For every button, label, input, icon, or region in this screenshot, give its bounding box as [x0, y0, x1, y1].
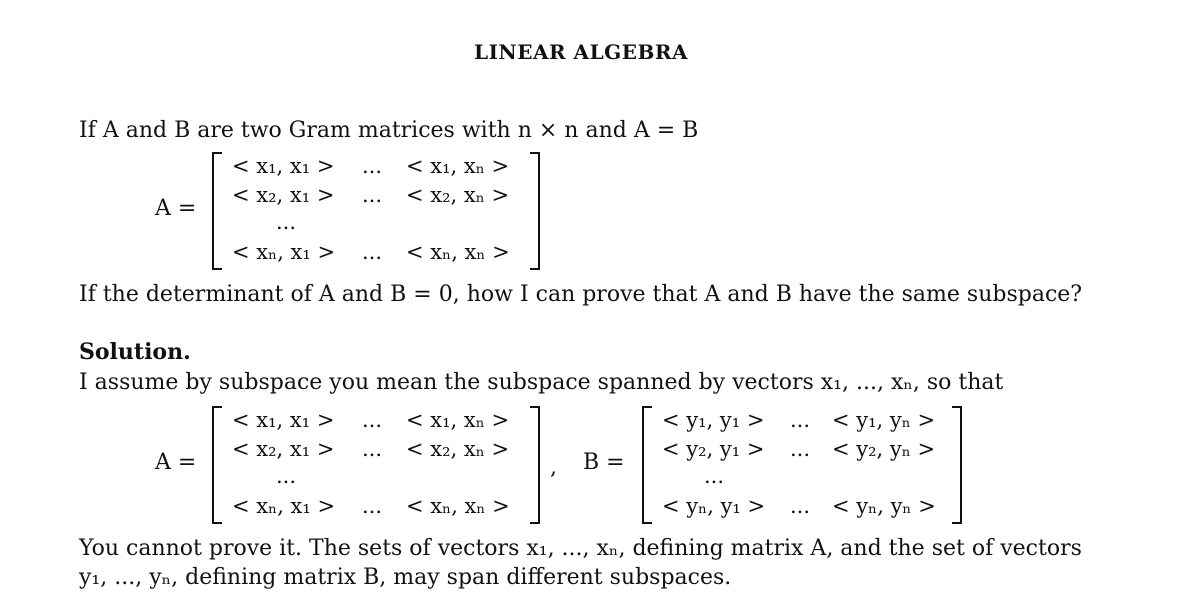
question-matrix-label: A =	[155, 196, 197, 221]
matrix-cell: < x₁, x₁ >	[232, 154, 335, 178]
question-line-1: If A and B are two Gram matrices with n × n and A = B	[79, 118, 699, 143]
solution-matrix-a	[212, 406, 540, 524]
matrix-cell: < x₂, x₁ >	[232, 437, 335, 461]
solution-matrix-b	[642, 406, 962, 524]
matrix-cell: ...	[362, 240, 383, 264]
matrix-cell: < xₙ, xₙ >	[406, 494, 510, 518]
left-bracket	[212, 152, 222, 270]
right-bracket	[530, 152, 540, 270]
matrix-cell: < x₂, x₁ >	[232, 183, 335, 207]
matrix-cell: < y₁, yₙ >	[832, 408, 936, 432]
right-bracket	[530, 406, 540, 524]
solution-line-1: I assume by subspace you mean the subspace spanned by vectors x₁, ..., xₙ, so that	[79, 370, 1004, 395]
matrix-cell: ...	[362, 408, 383, 432]
matrix-cell: ...	[362, 183, 383, 207]
solution-matrix-a-label: A =	[155, 450, 197, 475]
matrix-cell: < x₁, x₁ >	[232, 408, 335, 432]
matrix-cell: ...	[276, 464, 297, 488]
matrix-cell: < x₁, xₙ >	[406, 408, 510, 432]
page-title: LINEAR ALGEBRA	[474, 40, 688, 64]
matrix-cell: ...	[790, 437, 811, 461]
solution-line-3: y₁, ..., yₙ, defining matrix B, may span different subspaces.	[79, 565, 732, 590]
matrix-cell: < y₁, y₁ >	[662, 408, 765, 432]
matrix-cell: ...	[276, 210, 297, 234]
matrix-cell: < y₂, y₁ >	[662, 437, 765, 461]
left-bracket	[642, 406, 652, 524]
question-line-2: If the determinant of A and B = 0, how I can prove that A and B have the same subspace?	[79, 282, 1083, 307]
matrix-cell: ...	[790, 494, 811, 518]
matrix-cell: < x₁, xₙ >	[406, 154, 510, 178]
solution-line-2: You cannot prove it. The sets of vectors x₁, ..., xₙ, defining matrix A, and the set of vectors	[79, 536, 1082, 561]
question-matrix-a	[212, 152, 540, 270]
solution-heading: Solution.	[79, 339, 191, 365]
matrix-separator-comma: ,	[550, 455, 557, 480]
matrix-cell: ...	[790, 408, 811, 432]
matrix-cell: < x₂, xₙ >	[406, 437, 510, 461]
matrix-cell: < yₙ, y₁ >	[662, 494, 766, 518]
right-bracket	[952, 406, 962, 524]
solution-matrix-b-label: B =	[583, 450, 625, 475]
matrix-cell: < xₙ, x₁ >	[232, 494, 336, 518]
matrix-cell: < xₙ, x₁ >	[232, 240, 336, 264]
matrix-cell: ...	[704, 464, 725, 488]
matrix-cell: ...	[362, 494, 383, 518]
matrix-cell: ...	[362, 154, 383, 178]
matrix-cell: < yₙ, yₙ >	[832, 494, 936, 518]
matrix-cell: ...	[362, 437, 383, 461]
matrix-cell: < y₂, yₙ >	[832, 437, 936, 461]
matrix-cell: < x₂, xₙ >	[406, 183, 510, 207]
matrix-cell: < xₙ, xₙ >	[406, 240, 510, 264]
left-bracket	[212, 406, 222, 524]
